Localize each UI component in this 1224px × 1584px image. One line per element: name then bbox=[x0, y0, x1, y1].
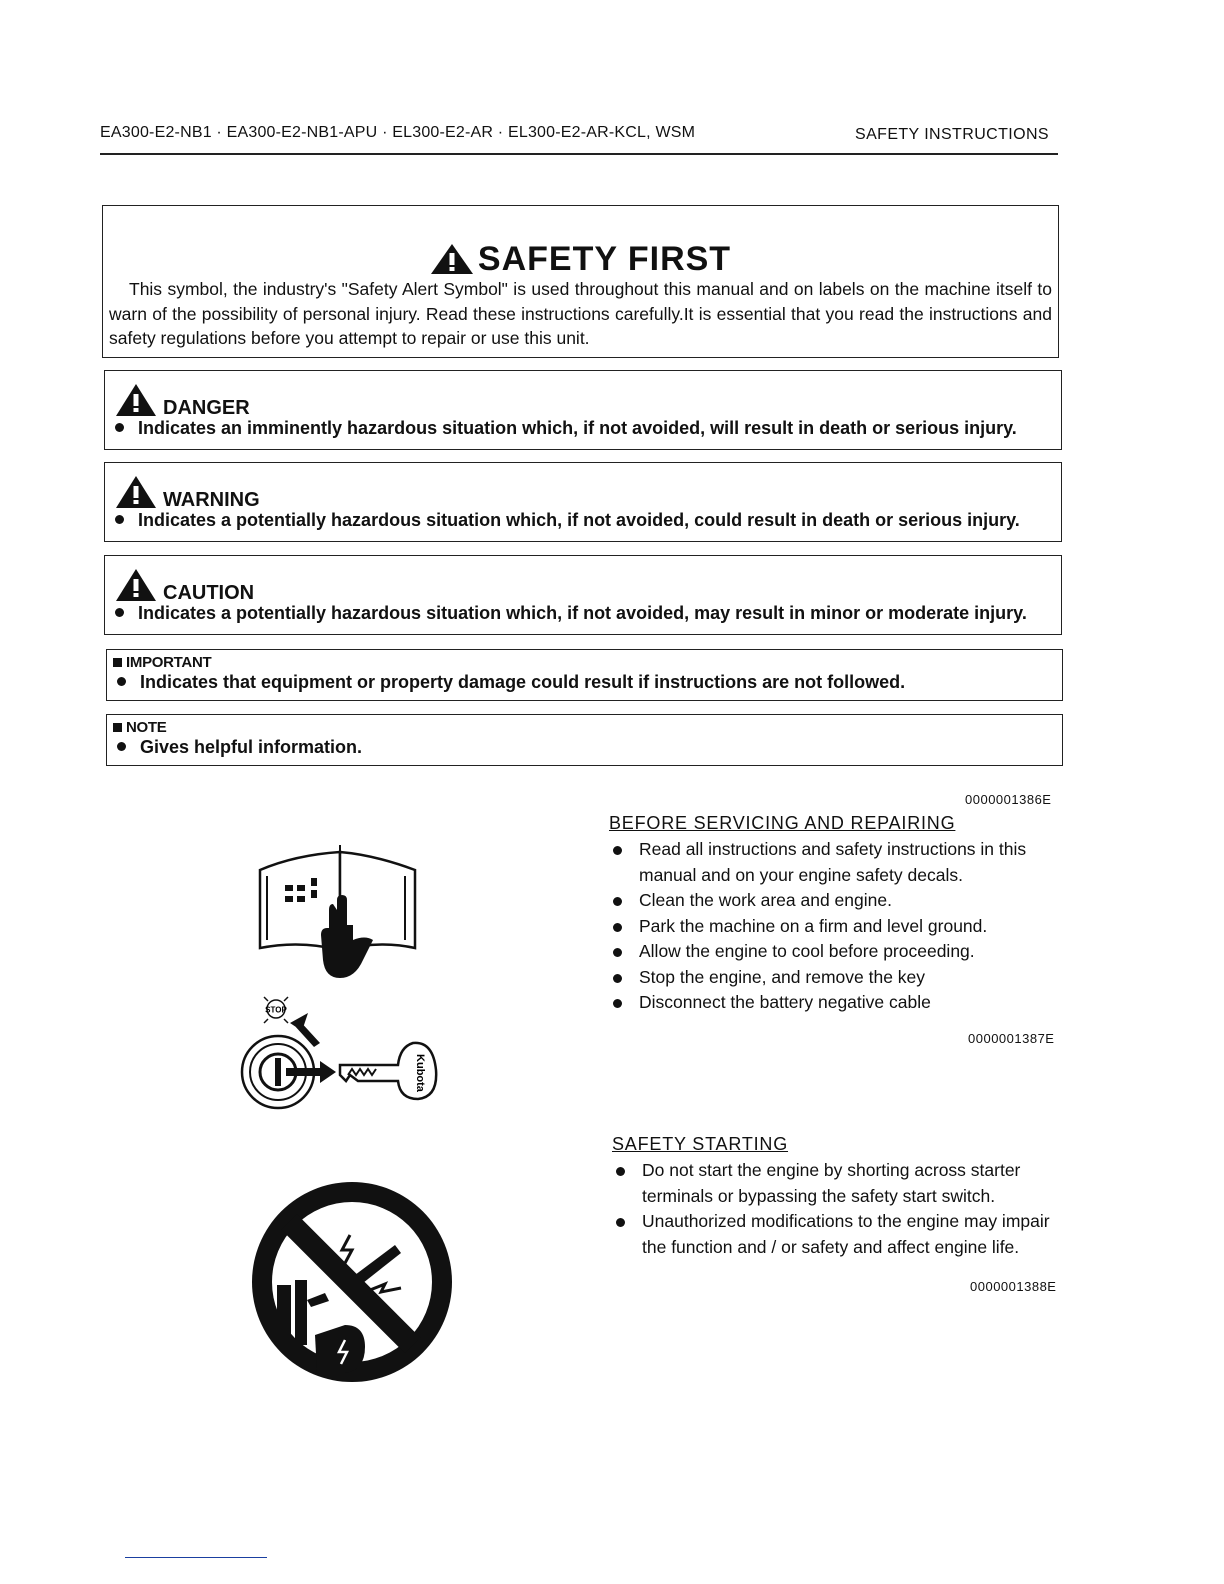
safety-first-paragraph: This symbol, the industry's "Safety Alert Symbol" is used throughout this manual and on labels on the machine itself to warn of the possibility of personal injury. Read these instructions carefully.It is essential that you read the instructions and safety regulations before you attempt to repair or use this unit. bbox=[109, 279, 1052, 348]
important-label: IMPORTANT bbox=[113, 654, 211, 671]
list-item: Park the machine on a firm and level ground. bbox=[609, 914, 1071, 940]
footer-link-rule bbox=[125, 1557, 267, 1558]
danger-label: DANGER bbox=[163, 397, 250, 419]
header-model-list: EA300-E2-NB1 · EA300-E2-NB1-APU · EL300-E2-AR · EL300-E2-AR-KCL, WSM bbox=[100, 124, 696, 141]
caution-alert-icon bbox=[115, 568, 157, 602]
safety-first-title: SAFETY FIRST bbox=[477, 239, 732, 278]
note-panel bbox=[106, 714, 1063, 766]
reference-code-2: 0000001387E bbox=[968, 1031, 1055, 1046]
danger-text: Indicates an imminently hazardous situation which, if not avoided, will result in death or serious injury. bbox=[115, 418, 1017, 439]
important-text: Indicates that equipment or property damage could result if instructions are not followed. bbox=[117, 672, 905, 693]
safety-alert-icon bbox=[430, 243, 474, 275]
safety-first-body bbox=[109, 277, 1052, 351]
stop-icon bbox=[264, 997, 288, 1023]
list-item: Do not start the engine by shorting across starter terminals or bypassing the safety start switch. bbox=[612, 1158, 1072, 1209]
note-text: Gives helpful information. bbox=[117, 737, 362, 758]
header-divider bbox=[100, 153, 1058, 155]
list-item: Unauthorized modifications to the engine may impair the function and / or safety and affect engine life. bbox=[612, 1209, 1072, 1260]
reference-code-3: 0000001388E bbox=[970, 1279, 1057, 1294]
list-item: Allow the engine to cool before proceeding. bbox=[609, 939, 1071, 965]
safety-starting-title: SAFETY STARTING bbox=[612, 1134, 789, 1154]
warning-label: WARNING bbox=[163, 489, 260, 511]
before-servicing-title: BEFORE SERVICING AND REPAIRING bbox=[609, 813, 956, 833]
reference-code-1: 0000001386E bbox=[965, 792, 1052, 807]
caution-text: Indicates a potentially hazardous situation which, if not avoided, may result in minor or moderate injury. bbox=[115, 603, 1027, 624]
list-item: Stop the engine, and remove the key bbox=[609, 965, 1071, 991]
list-item: Read all instructions and safety instructions in this manual and on your engine safety decals. bbox=[609, 837, 1071, 888]
no-shorting-prohibition-icon bbox=[245, 1175, 460, 1390]
key-icon bbox=[340, 1043, 436, 1099]
danger-panel bbox=[104, 370, 1062, 450]
important-panel bbox=[106, 649, 1063, 701]
warning-alert-icon bbox=[115, 475, 157, 509]
caution-panel bbox=[104, 555, 1062, 635]
safety-starting-list bbox=[612, 1158, 1072, 1260]
before-servicing-list bbox=[609, 837, 1071, 1016]
danger-alert-icon bbox=[115, 383, 157, 417]
safety-first-panel bbox=[102, 205, 1059, 358]
list-item: Clean the work area and engine. bbox=[609, 888, 1071, 914]
list-item: Disconnect the battery negative cable bbox=[609, 990, 1071, 1016]
read-manual-illustration bbox=[255, 840, 425, 985]
stop-text: STOP bbox=[265, 1005, 287, 1015]
warning-panel bbox=[104, 462, 1062, 542]
remove-key-illustration bbox=[228, 995, 443, 1115]
caution-label: CAUTION bbox=[163, 582, 255, 604]
safety-first-heading bbox=[103, 238, 1058, 279]
warning-text: Indicates a potentially hazardous situation which, if not avoided, could result in death or serious injury. bbox=[115, 510, 1020, 531]
header-section-title: SAFETY INSTRUCTIONS bbox=[855, 126, 1049, 143]
note-label: NOTE bbox=[113, 719, 166, 736]
key-brand-text: Kubota bbox=[414, 1054, 426, 1092]
